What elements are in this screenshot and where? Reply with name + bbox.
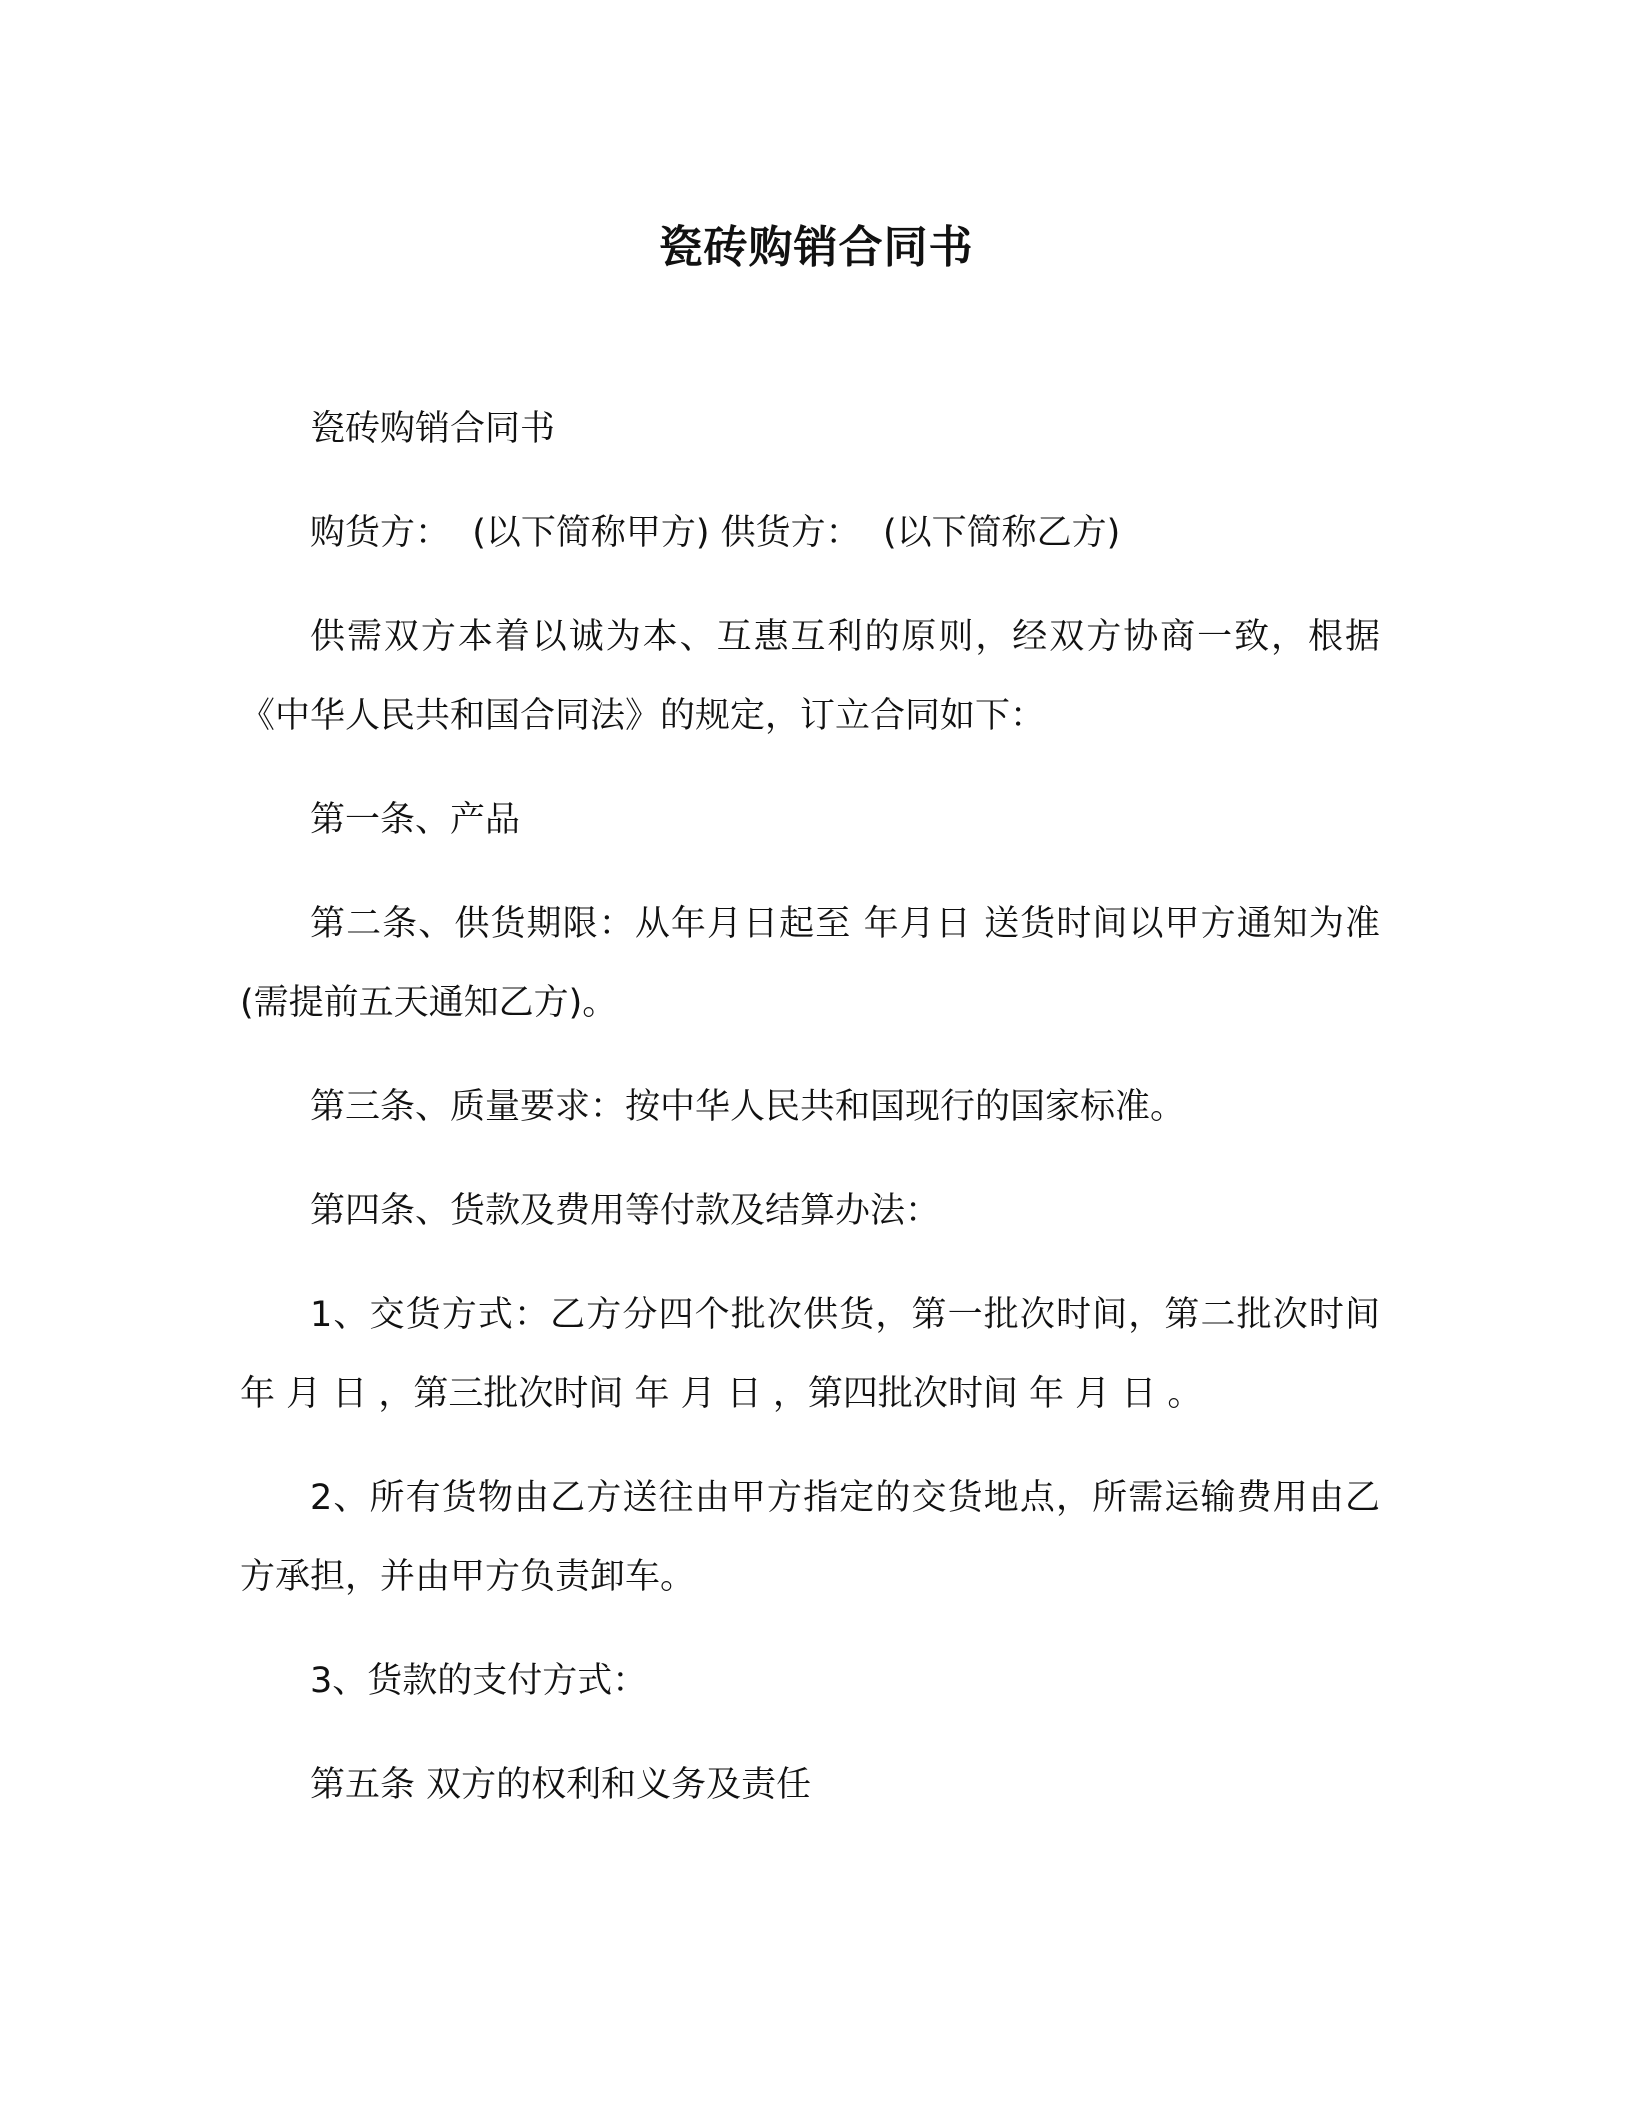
paragraph-parties: 购货方： (以下简称甲方) 供货方： (以下简称乙方)	[310, 513, 1121, 553]
paragraph-preamble: 供需双方本着以诚为本、互惠互利的原则，经双方协商一致，根据《中华人民共和国合同法》的规定，订立合同如下：	[240, 617, 1380, 736]
document-title: 瓷砖购销合同书	[658, 222, 974, 273]
paragraph-article-3: 第三条、质量要求：按中华人民共和国现行的国家标准。	[310, 1087, 1186, 1127]
document-body	[240, 390, 1392, 1850]
paragraph-article-4: 第四条、货款及费用等付款及结算办法：	[310, 1191, 941, 1231]
paragraph-item-1: 1、交货方式：乙方分四个批次供货，第一批次时间，第二批次时间 年 月 日 ，第三批次时间 年 月 日 ，第四批次时间 年 月 日 。	[240, 1295, 1392, 1414]
paragraph-item-3: 3、货款的支付方式：	[310, 1661, 648, 1701]
paragraph-article-2: 第二条、供货期限：从年月日起至 年月日 送货时间以甲方通知为准(需提前五天通知乙方)。	[240, 904, 1380, 1023]
paragraph-article-1: 第一条、产品	[310, 800, 521, 840]
paragraph-article-5: 第五条 双方的权利和义务及责任	[310, 1765, 812, 1805]
paragraph-subtitle: 瓷砖购销合同书	[310, 409, 556, 449]
paragraph-item-2: 2、所有货物由乙方送往由甲方指定的交货地点，所需运输费用由乙方承担，并由甲方负责卸车。	[240, 1478, 1380, 1597]
